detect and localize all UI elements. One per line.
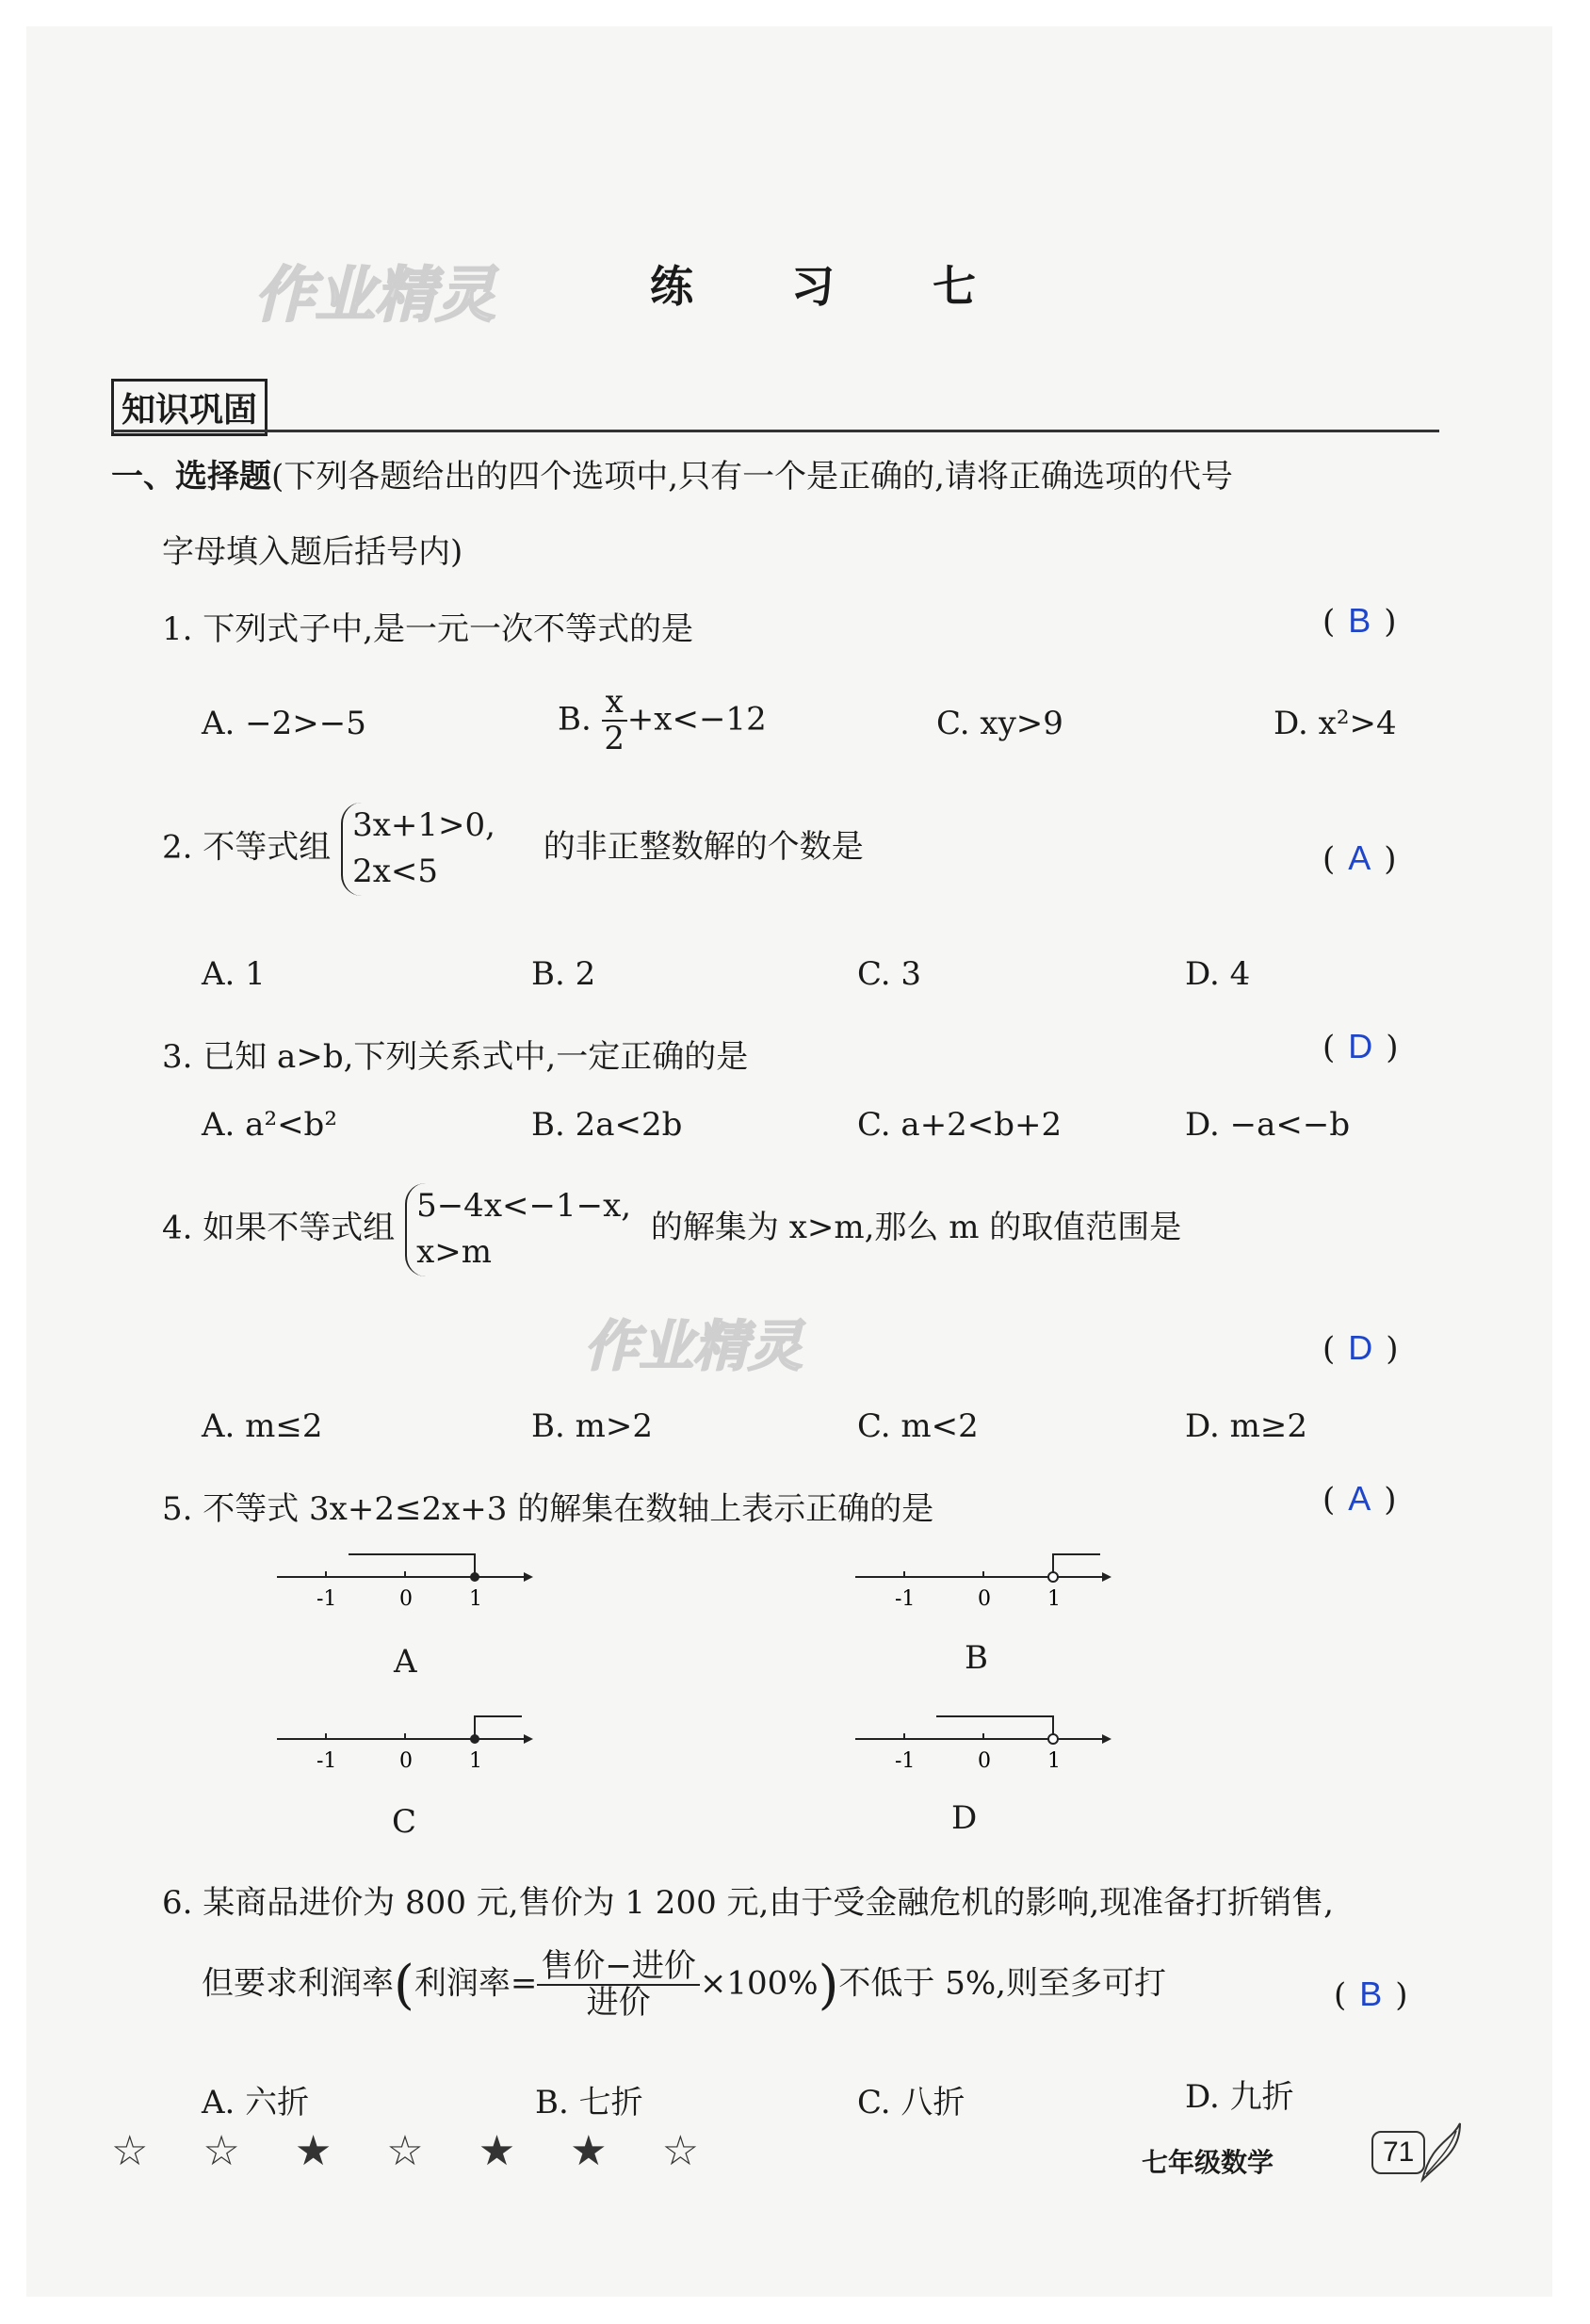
- number-line-c: [273, 1707, 537, 1773]
- inequality-system: 3x+1>0, 2x<5: [341, 803, 495, 896]
- question-6-stem-2: 但要求利润率(利润率= $\frac{\text{售价−进价}}{\text{进价}}$ ×100%)不低于 5%,则至多可打: [202, 1947, 1166, 2022]
- q2-option-b: B. 2: [531, 955, 596, 993]
- figure-label-d: D: [951, 1799, 978, 1837]
- part-heading: [111, 450, 1233, 496]
- tick-label: 0: [978, 1749, 991, 1773]
- watermark: 作业精灵: [254, 261, 495, 331]
- page-number: 71: [1371, 2131, 1425, 2174]
- question-2-answer: ( A ): [1322, 838, 1397, 878]
- tick-label: 1: [469, 1587, 482, 1611]
- q6-option-c: C. 八折: [857, 2084, 965, 2121]
- page-title: 练 习 七: [650, 261, 1018, 312]
- answer-letter: B: [1348, 601, 1371, 640]
- question-2-stem: 2. 不等式组 3x+1>0, 2x<5 的非正整数解的个数是: [162, 803, 864, 896]
- q6-option-d: D. 九折: [1185, 2078, 1294, 2116]
- question-5-answer: ( A ): [1322, 1479, 1397, 1519]
- q4-option-d: D. m≥2: [1185, 1407, 1308, 1445]
- footer-grade: 七年级数学: [1142, 2147, 1274, 2178]
- tick-label: 0: [978, 1587, 991, 1611]
- q4-option-a: A. m≤2: [202, 1407, 323, 1445]
- question-6-stem-1: 6. 某商品进价为 800 元,售价为 1 200 元,由于受金融危机的影响,现准备打折销售,: [162, 1884, 1334, 1922]
- tick-label: 1: [1047, 1749, 1061, 1773]
- watermark: 作业精灵: [584, 1314, 803, 1378]
- tick-label: -1: [895, 1749, 916, 1773]
- number-line-d: [852, 1707, 1115, 1773]
- section-label: 知识巩固: [111, 379, 268, 436]
- figure-label-b: B: [965, 1639, 988, 1677]
- tick-label: -1: [895, 1587, 916, 1611]
- figure-label-c: C: [392, 1803, 417, 1841]
- q1-option-d: D. x²>4: [1274, 705, 1397, 742]
- q3-option-b: B. 2a<2b: [531, 1106, 683, 1144]
- q3-option-c: C. a+2<b+2: [857, 1106, 1063, 1144]
- part-instruction-1: (下列各题给出的四个选项中,只有一个是正确的,请将正确选项的代号: [271, 458, 1233, 496]
- question-4-answer: ( D ): [1322, 1328, 1399, 1368]
- q2-option-a: A. 1: [202, 955, 266, 993]
- question-1-answer: ( B ): [1322, 601, 1397, 641]
- tick-label: -1: [316, 1587, 337, 1611]
- question-5-stem: 5. 不等式 3x+2≤2x+3 的解集在数轴上表示正确的是: [162, 1490, 934, 1528]
- q6-option-a: A. 六折: [202, 2084, 310, 2121]
- q6-option-b: B. 七折: [535, 2084, 643, 2121]
- tick-label: 0: [399, 1587, 413, 1611]
- q3-option-d: D. −a<−b: [1185, 1106, 1351, 1144]
- question-6-answer: ( B ): [1334, 1975, 1408, 2014]
- tick-label: -1: [316, 1749, 337, 1773]
- question-4-stem: 4. 如果不等式组 5−4x<−1−x, x>m 的解集为 x>m,那么 m 的取值范围是: [162, 1183, 1181, 1276]
- decorative-stars: ☆ ☆ ★ ☆ ★ ★ ☆: [111, 2127, 721, 2175]
- number-line-a: [273, 1545, 537, 1611]
- question-3-answer: ( D ): [1322, 1027, 1399, 1066]
- inequality-system: 5−4x<−1−x, x>m: [405, 1183, 631, 1276]
- tick-label: 1: [469, 1749, 482, 1773]
- figure-label-a: A: [394, 1643, 417, 1681]
- q1-option-c: C. xy>9: [936, 705, 1063, 742]
- q2-option-c: C. 3: [857, 955, 922, 993]
- leaf-icon: [1413, 2114, 1469, 2189]
- q1-option-b: B. $\frac{x}{2}$ +x<−12: [558, 683, 767, 757]
- tick-label: 1: [1047, 1587, 1061, 1611]
- q4-option-b: B. m>2: [531, 1407, 653, 1445]
- number-line-b: [852, 1545, 1115, 1611]
- part-title: 一、选择题: [111, 458, 271, 496]
- question-1-stem: 1. 下列式子中,是一元一次不等式的是: [162, 610, 694, 648]
- question-3-stem: 3. 已知 a>b,下列关系式中,一定正确的是: [162, 1038, 749, 1076]
- tick-label: 0: [399, 1749, 413, 1773]
- section-divider: [111, 430, 1439, 432]
- fraction: $\frac{\text{售价−进价}}{\text{进价}}$: [537, 1950, 700, 2021]
- q4-option-c: C. m<2: [857, 1407, 979, 1445]
- part-instruction-2: 字母填入题后括号内): [162, 533, 463, 571]
- q3-option-a: A. a²<b²: [202, 1106, 337, 1144]
- q1-option-a: A. −2>−5: [202, 705, 366, 742]
- q2-option-d: D. 4: [1185, 955, 1251, 993]
- fraction: $\frac{x}{2}$: [602, 686, 627, 756]
